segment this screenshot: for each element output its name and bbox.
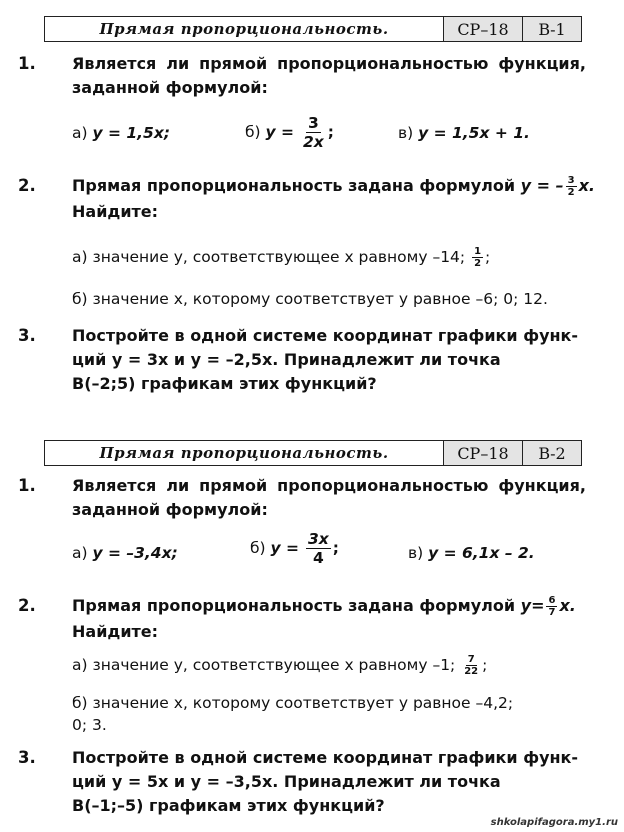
worksheet-code: СР–18: [443, 441, 522, 465]
question-1-text: Является ли прямой пропорциональностью функция, заданной формулой:: [72, 54, 586, 97]
variant-2-header: [44, 440, 582, 466]
question-1-text: Является ли прямой пропорциональностью функция, заданной формулой:: [72, 476, 586, 519]
part-b-line-1: б) значение x, которому соответствует y равное –4,2;: [72, 694, 514, 712]
option-c: в) y = 1,5x + 1.: [398, 124, 530, 142]
part-a: а) значение y, соответствующее x равному –1; $\frac{7}{22}$ ;: [72, 654, 488, 677]
question-3-line-2: ций y = 5x и y = –3,5x. Принадлежит ли точка: [72, 772, 501, 791]
part-b: б) значение x, которому соответствует y равное –6; 0; 12.: [72, 290, 548, 308]
question-3-line-1: Постройте в одной системе координат графики функ-: [72, 748, 579, 767]
question-3-line-2: ций y = 3x и y = –2,5x. Принадлежит ли точка: [72, 350, 501, 369]
question-3-line-1: Постройте в одной системе координат графики функ-: [72, 326, 579, 345]
find-label: Найдите:: [72, 622, 159, 641]
variant-label: В-1: [522, 17, 581, 41]
question-number: 3.: [18, 748, 36, 767]
variant-1-header: [44, 16, 582, 42]
worksheet-title: Прямая пропорциональность.: [99, 20, 389, 38]
option-c: в) y = 6,1x – 2.: [408, 544, 535, 562]
option-a: а) y = –3,4x;: [72, 544, 178, 562]
question-number: 2.: [18, 176, 36, 195]
question-number: 2.: [18, 596, 36, 615]
worksheet-title: Прямая пропорциональность.: [99, 444, 389, 462]
part-a: а) значение y, соответствующее x равному –14; $\frac{1}{2}$ ;: [72, 246, 491, 269]
question-number: 3.: [18, 326, 36, 345]
question-number: 1.: [18, 54, 36, 73]
question-3-line-3: B(–1;–5) графикам этих функций?: [72, 796, 385, 815]
site-watermark: shkolapifagora.my1.ru: [490, 817, 618, 828]
question-2-text: Прямая пропорциональность задана формулой y = – $\frac{3}{2}$ x.: [72, 175, 595, 198]
option-a: а) y = 1,5x;: [72, 124, 171, 142]
question-number: 1.: [18, 476, 36, 495]
find-label: Найдите:: [72, 202, 159, 221]
option-b: б) y = $\frac{3x}{4}$ ;: [250, 530, 339, 567]
worksheet-code: СР–18: [443, 17, 522, 41]
question-3-line-3: B(–2;5) графикам этих функций?: [72, 374, 377, 393]
question-2-text: Прямая пропорциональность задана формулой y= $\frac{6}{7}$ x.: [72, 595, 576, 618]
option-b: б) y = $\frac{3}{2x}$ ;: [245, 114, 334, 151]
variant-label: В-2: [522, 441, 581, 465]
part-b-line-2: 0; 3.: [72, 716, 107, 734]
